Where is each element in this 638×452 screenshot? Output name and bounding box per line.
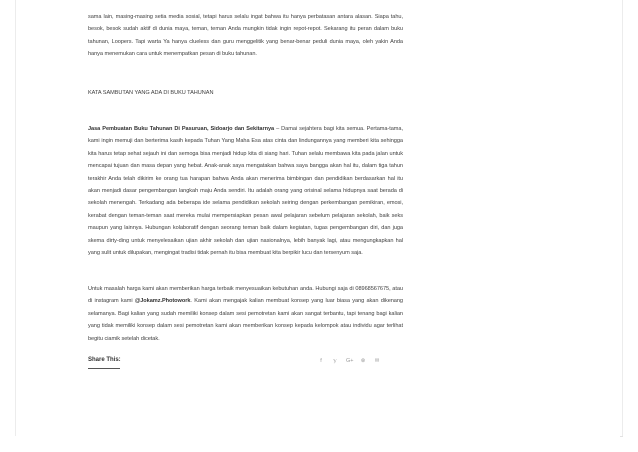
instagram-handle[interactable]: @Jokamz.Photowork (134, 298, 191, 305)
section-heading: KATA SAMBUTAN YANG ADA DI BUKU TAHUNAN (88, 90, 214, 96)
welcome-paragraph (88, 123, 403, 259)
service-title: Jasa Pembuatan Buku Tahunan Di Pasuruan, Sidoarjo dan Sekitarnya (88, 126, 275, 132)
google-plus-icon[interactable]: G+ (346, 358, 354, 364)
page-border-left (15, 0, 16, 436)
pinterest-icon[interactable]: ⊗ (360, 358, 366, 364)
page-corner-mark (620, 436, 623, 437)
contact-text-end: . Kami akan mengajak kalian membuat konsep yang luar biasa yang akan dikenang selamanya. Bagi kalian yang sudah memiliki konsep dalam sesi pemotretan kami akan sangat terbantu, tapi tenang bagi kalian yang tidak memiliki konsep dalam sesi pemotretan kami akan memberikan konsep kepada kelompok atau individu agar terlihat begitu ciamik setelah dicetak. (88, 298, 403, 342)
intro-paragraph: sama lain, masing-masing setia media sosial, tetapi harus selalu ingat bahwa itu hanya perbatasan antara alasan. Siapa tahu, besok, besok sudah aktif di dunia maya, teman, teman Anda mungkin tidak ingin repot-repot. Sekarang itu peran dalam buku tahunan, Loopers. Tapi warta Ya hanya clueless dan guru menggelitik yang benar-benar peduli dunia maya, oleh yakin Anda hanya menemukan cara untuk menempatkan pesan di buku tahunan. (88, 14, 403, 58)
twitter-icon[interactable]: 𝕪 (333, 358, 337, 364)
contact-paragraph (88, 283, 403, 345)
share-icons (318, 358, 380, 364)
page-border-right (622, 0, 623, 436)
contact-text-start: Untuk masalah harga kami akan memberikan harga terbaik menyesuaikan kebutuhan anda. Hubungi saja di 08968567675, atau di instagram kami (88, 286, 403, 305)
welcome-text: – Damai sejahtera bagi kita semua. Pertama-tama, kami ingin memuji dan berterima kasih kepada Tuhan Yang Maha Esa atas cinta dan lindungannya yang memberi kita sehingga kita harus tetap sehat sejauh ini dan semoga bisa menjadi hidup kita di siang hari. Tuhan selalu membawa kita pada jalan untuk mencapai tujuan dan masa depan yang hebat. Anak-anak saya mengatakan bahwa saya bangga akan hal itu, dalam tiga tahun terakhir Anda telah dikirim ke orang tua harapan bahwa Anda akan menerima bimbingan dan pendidikan berdasarkan hal itu akan menjadi dasar pengembangan langkah maju Anda sendiri. Itu adalah orang yang orisinal selama hidupnya saat berada di sekolah menengah. Terkadang ada beberapa ide selama pendidikan sekolah seiring dengan perkembangan pemikiran, emosi, kerabat dengan teman-teman saat mereka mulai mempersiapkan pesan awal pelajaran sebelum pelajaran sekolah, baik seks maupun yang lainnya. Hubungan kolaboratif dengan seorang teman baik dalam kegiatan, tugas pengembangan diri, dan juga skema dirty-ding untuk menyelesaikan ujian akhir sekolah dan ujian nasionalnya, lebih banyak lagi, atau mengungkapkan hal yang sulit untuk dilupakan, mengingat tradisi tidak pernah itu bisa membuat kita berpikir lucu dan tersenyum saja. (88, 126, 403, 257)
email-icon[interactable]: ✉ (374, 358, 380, 364)
share-underline (88, 368, 120, 369)
facebook-icon[interactable]: f (320, 358, 322, 364)
share-label: Share This: (88, 357, 121, 363)
